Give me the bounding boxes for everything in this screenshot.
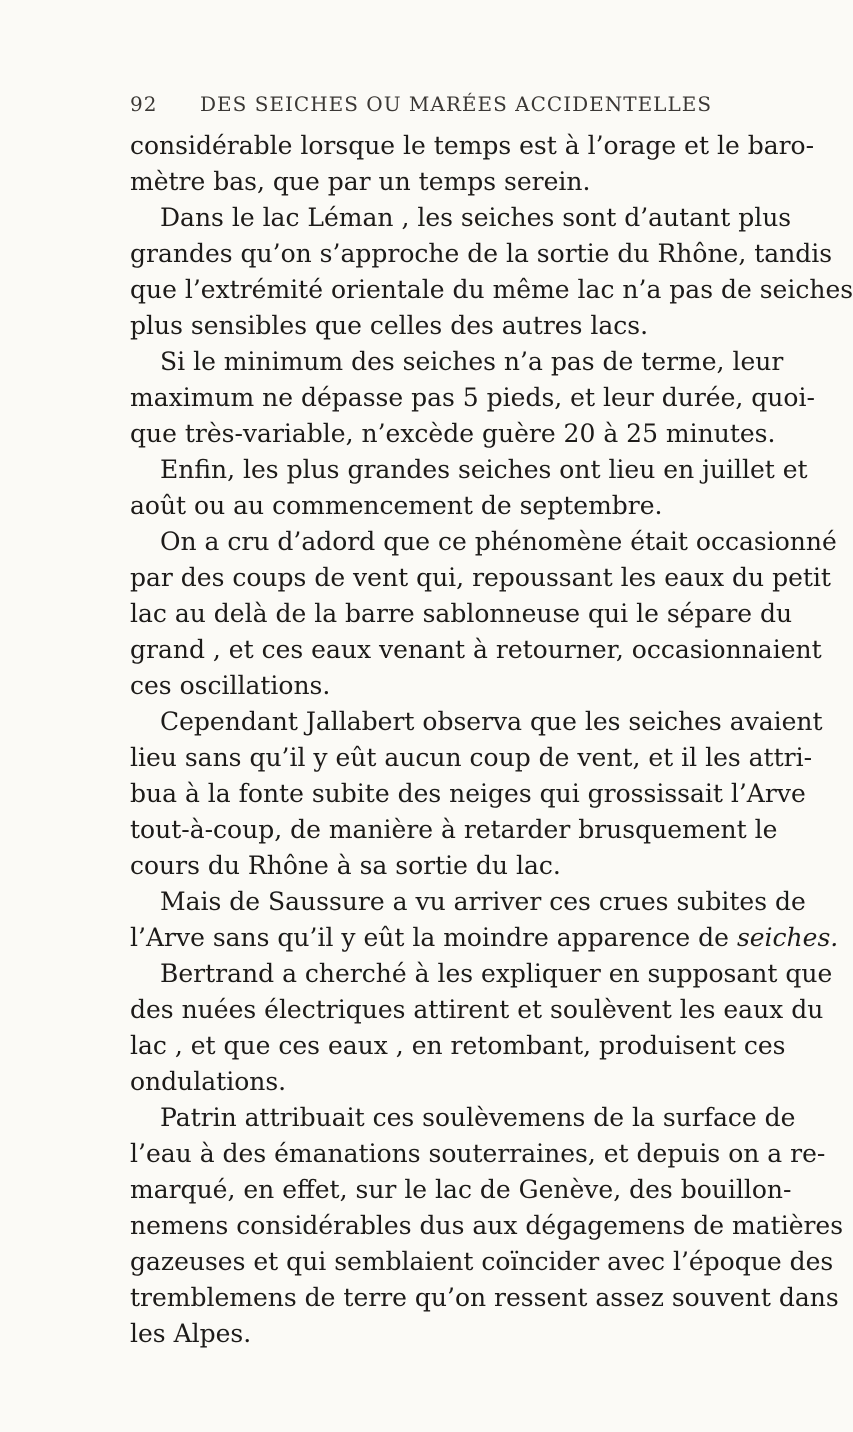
text-line: Dans le lac Léman , les seiches sont d’autant plus <box>160 203 792 232</box>
text-line: que très-variable, n’excède guère 20 à 25 minutes. <box>130 419 776 448</box>
text-line: nemens considérables dus aux dégagemens de matières <box>130 1211 844 1240</box>
text-line: maximum ne dépasse pas 5 pieds, et leur durée, quoi- <box>130 383 815 412</box>
text-line: Si le minimum des seiches n’a pas de terme, leur <box>160 347 784 376</box>
text-line: tout-à-coup, de manière à retarder brusquement le <box>130 815 778 844</box>
text-line: marqué, en effet, sur le lac de Genève, des bouillon- <box>130 1175 792 1204</box>
text-line: considérable lorsque le temps est à l’orage et le baro- <box>130 131 815 160</box>
text-line: On a cru d’adord que ce phénomène était occasionné <box>160 527 837 556</box>
text-line: mètre bas, que par un temps serein. <box>130 167 591 196</box>
text-line: Bertrand a cherché à les expliquer en supposant que <box>160 959 833 988</box>
text-line: grandes qu’on s’approche de la sortie du Rhône, tandis <box>130 239 833 268</box>
text-line: lac , et que ces eaux , en retombant, produisent ces <box>130 1031 786 1060</box>
text-line: Enfin, les plus grandes seiches ont lieu en juillet et <box>160 455 808 484</box>
text-line: par des coups de vent qui, repoussant les eaux du petit <box>130 563 831 592</box>
running-title: DES SEICHES OU MARÉES ACCIDENTELLES <box>200 92 713 116</box>
body-text <box>130 128 853 1352</box>
text-line: gazeuses et qui semblaient coïncider avec l’époque des <box>130 1247 834 1276</box>
text-line: lac au delà de la barre sablonneuse qui le sépare du <box>130 599 793 628</box>
page-number: 92 <box>130 92 158 116</box>
text-line-with-italic <box>130 920 839 956</box>
text-line: Cependant Jallabert observa que les seiches avaient <box>160 707 823 736</box>
text-line: lieu sans qu’il y eût aucun coup de vent, et il les attri- <box>130 743 813 772</box>
text-line: des nuées électriques attirent et soulèvent les eaux du <box>130 995 824 1024</box>
text-line: bua à la fonte subite des neiges qui grossissait l’Arve <box>130 779 806 808</box>
text-line: Mais de Saussure a vu arriver ces crues subites de <box>160 887 806 916</box>
text-line: les Alpes. <box>130 1319 252 1348</box>
italic-word: seiches. <box>736 923 839 952</box>
text-line: août ou au commencement de septembre. <box>130 491 663 520</box>
text-line: grand , et ces eaux venant à retourner, occasionnaient <box>130 635 822 664</box>
text-line: plus sensibles que celles des autres lacs. <box>130 311 649 340</box>
text-line: Patrin attribuait ces soulèvemens de la surface de <box>160 1103 796 1132</box>
text-line: cours du Rhône à sa sortie du lac. <box>130 851 561 880</box>
text-line: que l’extrémité orientale du même lac n’a pas de seiches <box>130 275 853 304</box>
running-head <box>130 92 713 118</box>
text-line: l’eau à des émanations souterraines, et depuis on a re- <box>130 1139 826 1168</box>
text-line: ces oscillations. <box>130 671 331 700</box>
text-line: ondulations. <box>130 1067 287 1096</box>
text-line-part: l’Arve sans qu’il y eût la moindre apparence de <box>130 923 729 952</box>
text-line: tremblemens de terre qu’on ressent assez souvent dans <box>130 1283 839 1312</box>
